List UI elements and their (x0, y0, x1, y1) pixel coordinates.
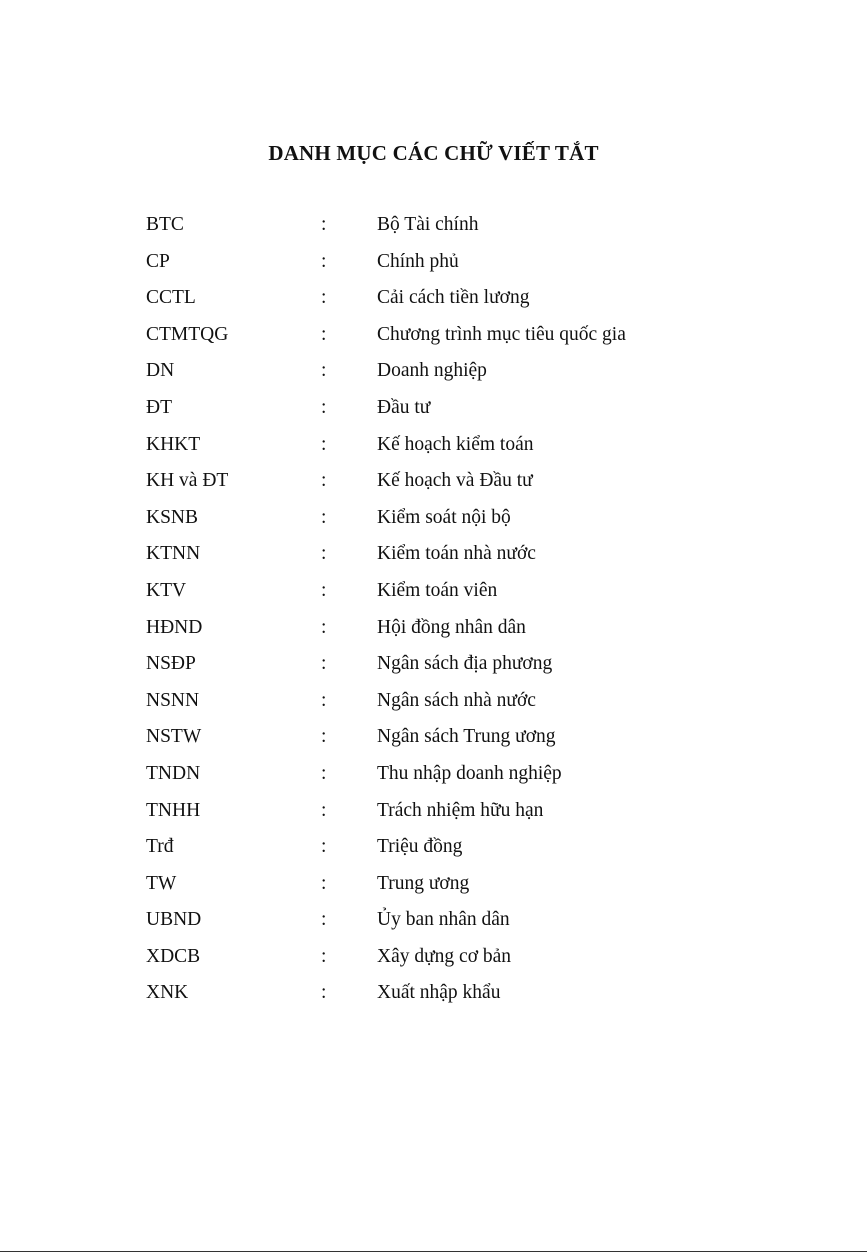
abbreviation-meaning: Chương trình mục tiêu quốc gia (377, 323, 626, 345)
abbreviation-row (146, 395, 746, 432)
abbreviation-term: KH và ĐT (146, 470, 229, 492)
abbreviation-row (146, 212, 746, 249)
abbreviation-meaning: Thu nhập doanh nghiệp (377, 762, 562, 784)
abbreviation-row (146, 505, 746, 542)
abbreviation-row (146, 724, 746, 761)
abbreviation-meaning: Triệu đồng (377, 836, 463, 858)
abbreviation-term: TNHH (146, 799, 201, 821)
abbreviation-row (146, 798, 746, 835)
abbreviation-term: ĐT (146, 396, 172, 418)
separator-colon: : (321, 945, 327, 967)
abbreviation-row (146, 871, 746, 908)
abbreviation-term: HĐND (146, 616, 203, 638)
abbreviation-meaning: Trung ương (377, 872, 470, 894)
separator-colon: : (321, 909, 327, 931)
abbreviation-term: NSNN (146, 689, 200, 711)
separator-colon: : (321, 726, 327, 748)
abbreviation-row (146, 980, 746, 1017)
separator-colon: : (321, 762, 327, 784)
separator-colon: : (321, 250, 327, 272)
abbreviation-row (146, 541, 746, 578)
abbreviation-meaning: Chính phủ (377, 250, 459, 272)
separator-colon: : (321, 214, 327, 235)
abbreviation-term: TW (146, 872, 177, 894)
page-title: DANH MỤC CÁC CHỮ VIẾT TẮT (268, 141, 599, 165)
abbreviation-meaning: Bộ Tài chính (377, 214, 479, 235)
abbreviation-meaning: Kiểm soát nội bộ (377, 506, 511, 528)
separator-colon: : (321, 433, 327, 455)
abbreviation-meaning: Ngân sách nhà nước (377, 689, 536, 711)
abbreviation-row (146, 907, 746, 944)
abbreviation-term: NSĐP (146, 653, 196, 675)
abbreviation-meaning: Kiểm toán viên (377, 579, 498, 601)
separator-colon: : (321, 360, 327, 382)
abbreviation-meaning: Hội đồng nhân dân (377, 616, 526, 638)
abbreviation-term: KHKT (146, 433, 201, 455)
abbreviation-row (146, 322, 746, 359)
separator-colon: : (321, 506, 327, 528)
abbreviation-term: TNDN (146, 762, 201, 784)
abbreviation-meaning: Ủy ban nhân dân (377, 909, 510, 931)
separator-colon: : (321, 470, 327, 492)
abbreviation-meaning: Doanh nghiệp (377, 360, 487, 382)
abbreviation-term: XDCB (146, 945, 201, 967)
abbreviation-meaning: Ngân sách địa phương (377, 653, 553, 675)
separator-colon: : (321, 579, 327, 601)
separator-colon: : (321, 396, 327, 418)
abbreviation-term: BTC (146, 214, 184, 235)
abbreviation-meaning: Xây dựng cơ bản (377, 945, 512, 967)
abbreviation-term: CTMTQG (146, 323, 229, 345)
separator-colon: : (321, 982, 327, 1004)
abbreviation-meaning: Đầu tư (377, 396, 431, 418)
separator-colon: : (321, 799, 327, 821)
abbreviation-meaning: Kế hoạch kiểm toán (377, 433, 534, 455)
abbreviation-meaning: Kế hoạch và Đầu tư (377, 470, 533, 492)
abbreviation-term: UBND (146, 909, 202, 931)
separator-colon: : (321, 872, 327, 894)
abbreviation-term: XNK (146, 982, 189, 1004)
abbreviation-row (146, 651, 746, 688)
abbreviation-row (146, 761, 746, 798)
abbreviation-meaning: Trách nhiệm hữu hạn (377, 799, 544, 821)
separator-colon: : (321, 616, 327, 638)
abbreviation-row (146, 834, 746, 871)
abbreviation-row (146, 468, 746, 505)
abbreviation-row (146, 285, 746, 322)
abbreviation-term: DN (146, 360, 175, 382)
abbreviation-term: KSNB (146, 506, 199, 528)
abbreviation-term: NSTW (146, 726, 202, 748)
abbreviation-term: CP (146, 250, 170, 272)
abbreviation-row (146, 249, 746, 286)
abbreviation-row (146, 944, 746, 981)
abbreviation-row (146, 358, 746, 395)
abbreviation-meaning: Kiểm toán nhà nước (377, 543, 536, 565)
abbreviation-term: KTNN (146, 543, 201, 565)
abbreviation-term: Trđ (146, 836, 174, 858)
abbreviation-row (146, 432, 746, 469)
separator-colon: : (321, 689, 327, 711)
separator-colon: : (321, 323, 327, 345)
abbreviation-row (146, 578, 746, 615)
abbreviation-meaning: Xuất nhập khẩu (377, 982, 501, 1004)
abbreviation-list (146, 212, 746, 1017)
abbreviation-term: CCTL (146, 287, 196, 309)
abbreviation-row (146, 688, 746, 725)
separator-colon: : (321, 287, 327, 309)
separator-colon: : (321, 543, 327, 565)
abbreviation-meaning: Ngân sách Trung ương (377, 726, 556, 748)
abbreviation-meaning: Cải cách tiền lương (377, 287, 530, 309)
page-bottom-rule (0, 1251, 867, 1252)
separator-colon: : (321, 836, 327, 858)
abbreviation-row (146, 615, 746, 652)
abbreviation-term: KTV (146, 579, 187, 601)
separator-colon: : (321, 653, 327, 675)
